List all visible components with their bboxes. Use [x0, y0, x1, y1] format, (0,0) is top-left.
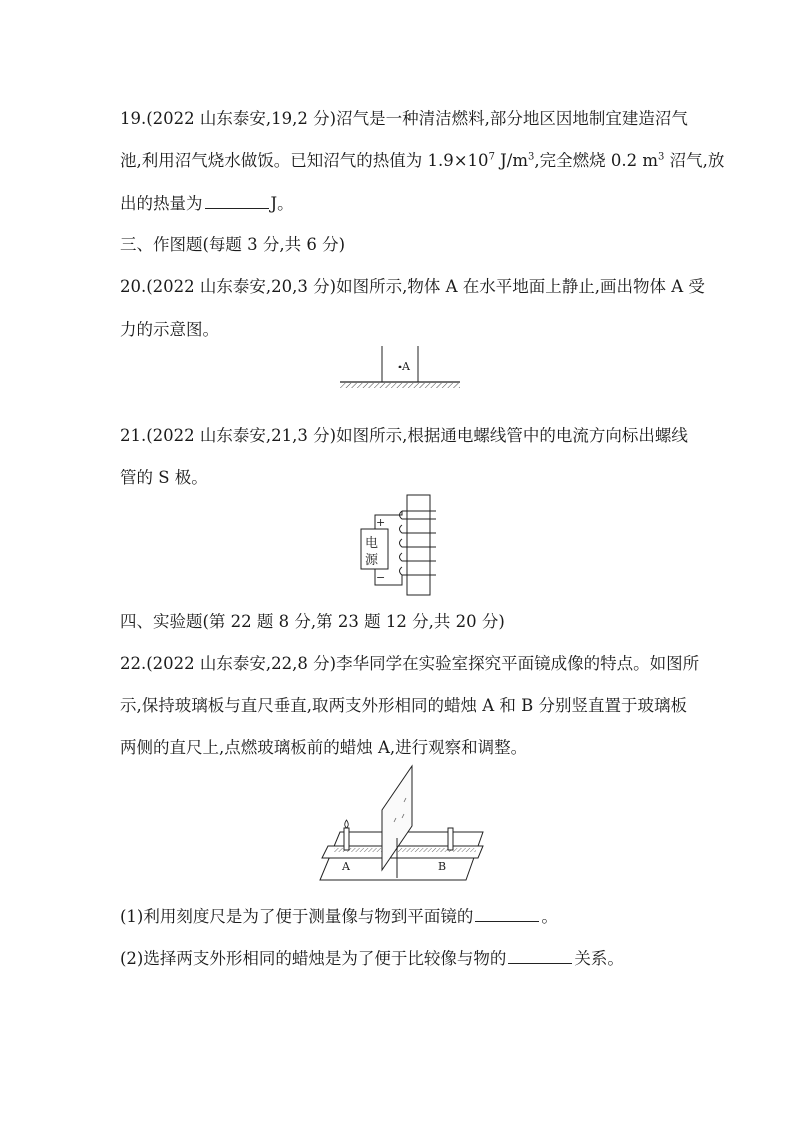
q22-sub-1-blank[interactable]: [475, 907, 539, 922]
q20-line-2: 力的示意图。: [120, 320, 219, 339]
q19-line-2-unit: J/m: [494, 151, 529, 170]
q19-exponent-3a: 3: [528, 151, 535, 163]
q21-figure-solenoid-circuit: [350, 489, 462, 601]
ground-hatching: [340, 383, 460, 388]
q22-sub-1-end: 。: [541, 907, 558, 926]
q22-sub-1: [120, 906, 558, 928]
candle-a-flame: [345, 820, 349, 828]
q19-line-3-unit: J。: [270, 194, 294, 213]
minus-sign: −: [376, 571, 386, 584]
plus-sign: +: [376, 516, 386, 529]
q20-figure-overlay: [338, 356, 462, 396]
ruler-scale: [334, 848, 476, 852]
q19-exponent-7: 7: [488, 151, 495, 163]
solenoid-coils: [400, 511, 437, 575]
q19-line-2-text-c: ,完全燃烧 0.2 m: [534, 151, 659, 170]
q22-sub-2-blank[interactable]: [508, 949, 572, 964]
solenoid-core: [407, 495, 430, 595]
q22-sub-2: [120, 948, 624, 970]
candle-b: [448, 828, 453, 850]
q19-line-3-text: 出的热量为: [120, 194, 203, 213]
q22-sub-2-text: (2)选择两支外形相同的蜡烛是为了便于比较像与物的: [120, 949, 507, 968]
q22-line-3: 两侧的直尺上,点燃玻璃板前的蜡烛 A,进行观察和调整。: [120, 738, 528, 757]
q22-sub-2-end: 关系。: [574, 949, 624, 968]
candle-a: [344, 828, 349, 850]
label-a: A: [342, 860, 350, 873]
q19-line-3: [120, 193, 294, 215]
q21-line-1: 21.(2022 山东泰安,21,3 分)如图所示,根据通电螺线管中的电流方向标出螺线: [120, 426, 688, 445]
q22-line-1: 22.(2022 山东泰安,22,8 分)李华同学在实验室探究平面镜成像的特点。如图所: [120, 654, 700, 673]
q22-line-2: 示,保持玻璃板与直尺垂直,取两支外形相同的蜡烛 A 和 B 分别竖直置于玻璃板: [120, 696, 688, 715]
q22-sub-1-text: (1)利用刻度尺是为了便于测量像与物到平面镜的: [120, 907, 474, 926]
q22-figure-mirror-experiment: [318, 762, 488, 886]
label-b: B: [438, 860, 447, 873]
section-3-title: 三、作图题(每题 3 分,共 6 分): [120, 235, 346, 254]
q19-exponent-3b: 3: [658, 151, 665, 163]
power-char-1: 电: [365, 536, 379, 551]
q19-line-1: 19.(2022 山东泰安,19,2 分)沼气是一种清洁燃料,部分地区因地制宜建造沼气: [120, 109, 688, 128]
section-4-title: 四、实验题(第 22 题 8 分,第 23 题 12 分,共 20 分): [120, 612, 505, 631]
q20-line-1: 20.(2022 山东泰安,20,3 分)如图所示,物体 A 在水平地面上静止,画出物体 A 受: [120, 277, 705, 296]
q19-line-2-text-a: 池,利用沼气烧水做饭。已知沼气的热值为 1.9×10: [120, 151, 489, 170]
q19-line-2-text-d: 沼气,放: [664, 151, 725, 170]
q19-answer-blank[interactable]: [205, 194, 269, 209]
q21-line-2: 管的 S 极。: [120, 468, 208, 487]
power-char-2: 源: [365, 553, 379, 568]
block-label-a: A: [402, 360, 410, 373]
q19-line-2: [120, 150, 724, 172]
